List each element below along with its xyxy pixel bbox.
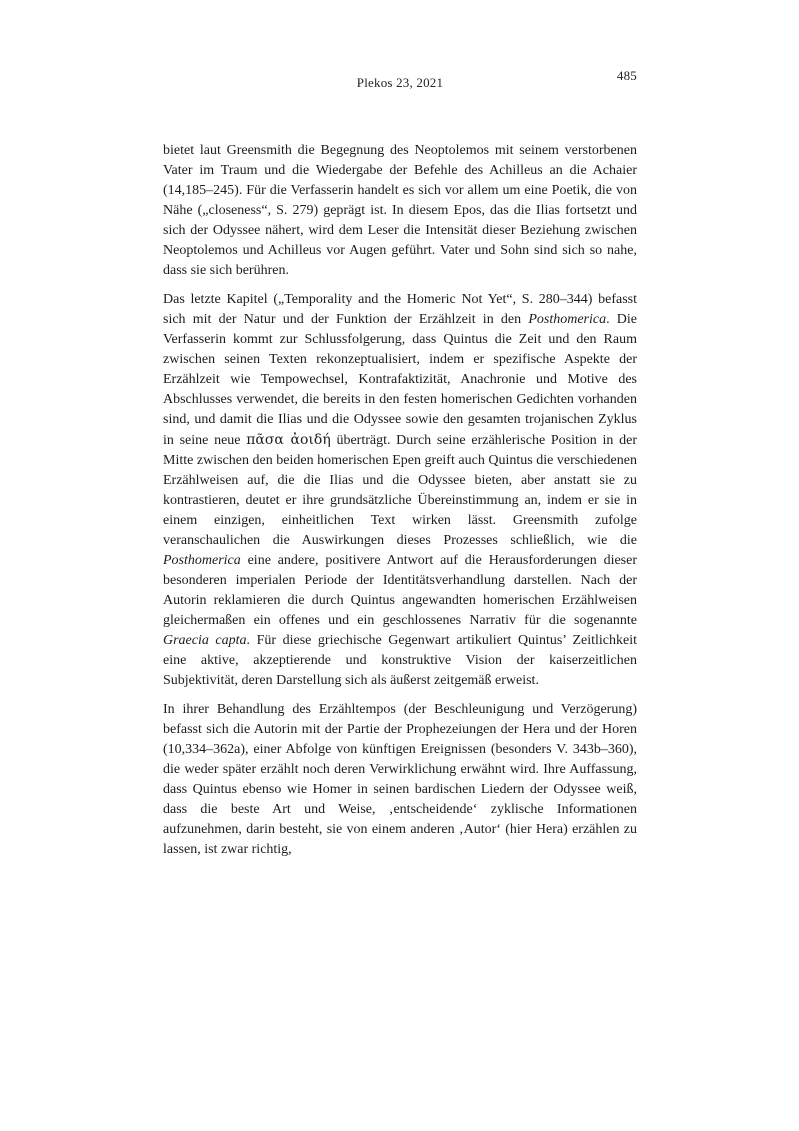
body-text bbox=[163, 141, 637, 860]
italic-text-segment: Graecia capta bbox=[163, 633, 247, 648]
italic-text-segment: Posthomerica bbox=[528, 312, 607, 327]
greek-text-segment: πᾶσα ἀοιδή bbox=[246, 432, 331, 448]
paragraph bbox=[163, 141, 637, 281]
text-segment: In ihrer Behandlung des Erzähltempos (der Beschleunigung und Verzögerung) befasst sich die Autorin mit der Partie der Prophezeiungen der Hera und der Horen (10,334–362a), einer Abfolge von künftigen Ereignissen (besonders V. 343b–360), die weder später erzählt noch deren Verwirklichung erwähnt wird. Ihre Auffassung, dass Quintus ebenso wie Homer in seinen bardischen Liedern der Odyssee weiß, dass die beste Art und Weise, ‚entscheidende‘ zyklische Informationen aufzunehmen, darin besteht, sie von einem anderen ‚Autor‘ (hier Hera) erzählen zu lassen, ist zwar richtig, bbox=[163, 702, 637, 857]
page-number: 485 bbox=[616, 68, 637, 83]
text-segment: . Die Verfasserin kommt zur Schlussfolgerung, dass Quintus die Zeit und den Raum zwischen seinen Texten rekonzeptualisiert, indem er spezifische Aspekte der Erzählzeit wie Tempowechsel, Kontrafaktizität, Anachronie und Motive des Abschlusses verwendet, die bereits in den festen homerischen Gedichten vorhanden sind, und damit die Ilias und die Odyssee sowie den gesamten trojanischen Zyklus in seine neue bbox=[163, 312, 637, 448]
text-segment: eine andere, positivere Antwort auf die Herausforderungen dieser besonderen imperialen Periode der Identitätsverhandlung darstellen. Nach der Autorin reklamieren die durch Quintus angewandten homerischen Erzählweisen gleichermaßen ein offenes und ein geschlossenes Narrativ für die sogenannte bbox=[163, 553, 637, 628]
paragraph bbox=[163, 290, 637, 691]
text-segment: bietet laut Greensmith die Begegnung des Neoptolemos mit seinem verstorbenen Vater im Traum und die Wiedergabe der Befehle des Achilleus an die Achaier (14,185–245). Für die Verfasserin handelt es sich vor allem um eine Poetik, die von Nähe („closeness“, S. 279) geprägt ist. In diesem Epos, das die Ilias fortsetzt und sich der Odyssee nähert, wird dem Leser die Intensität dieser Beziehung zwischen Neoptolemos und Achilleus vor Augen geführt. Vater und Sohn sind sich so nahe, dass sie sich berühren. bbox=[163, 143, 637, 278]
text-segment: . Für diese griechische Gegenwart artikuliert Quintus’ Zeitlichkeit eine aktive, akzeptierende und konstruktive Vision der kaiserzeitlichen Subjektivität, deren Darstellung sich als äußerst zeitgemäß erweist. bbox=[163, 633, 637, 688]
paragraph bbox=[163, 700, 637, 860]
text-segment: überträgt. Durch seine erzählerische Position in der Mitte zwischen den beiden homerischen Epen greift auch Quintus die verschiedenen Erzählweisen auf, die die Ilias und die Odyssee bieten, aber anstatt sie zu kontrastieren, deutet er ihre grundsätzliche Übereinstimmung an, indem er sie in einem einzigen, einheitlichen Text wirken lässt. Greensmith zufolge veranschaulichen die Auswirkungen dieses Prozesses schließlich, wie die bbox=[163, 433, 637, 548]
italic-text-segment: Posthomerica bbox=[163, 553, 241, 568]
text-segment: Das letzte Kapitel („Temporality and the Homeric Not Yet“, S. 280–344) befasst sich mit der Natur und der Funktion der Erzählzeit in den bbox=[163, 292, 637, 327]
running-header bbox=[163, 68, 637, 91]
journal-header-text: Plekos 23, 2021 bbox=[356, 75, 444, 90]
